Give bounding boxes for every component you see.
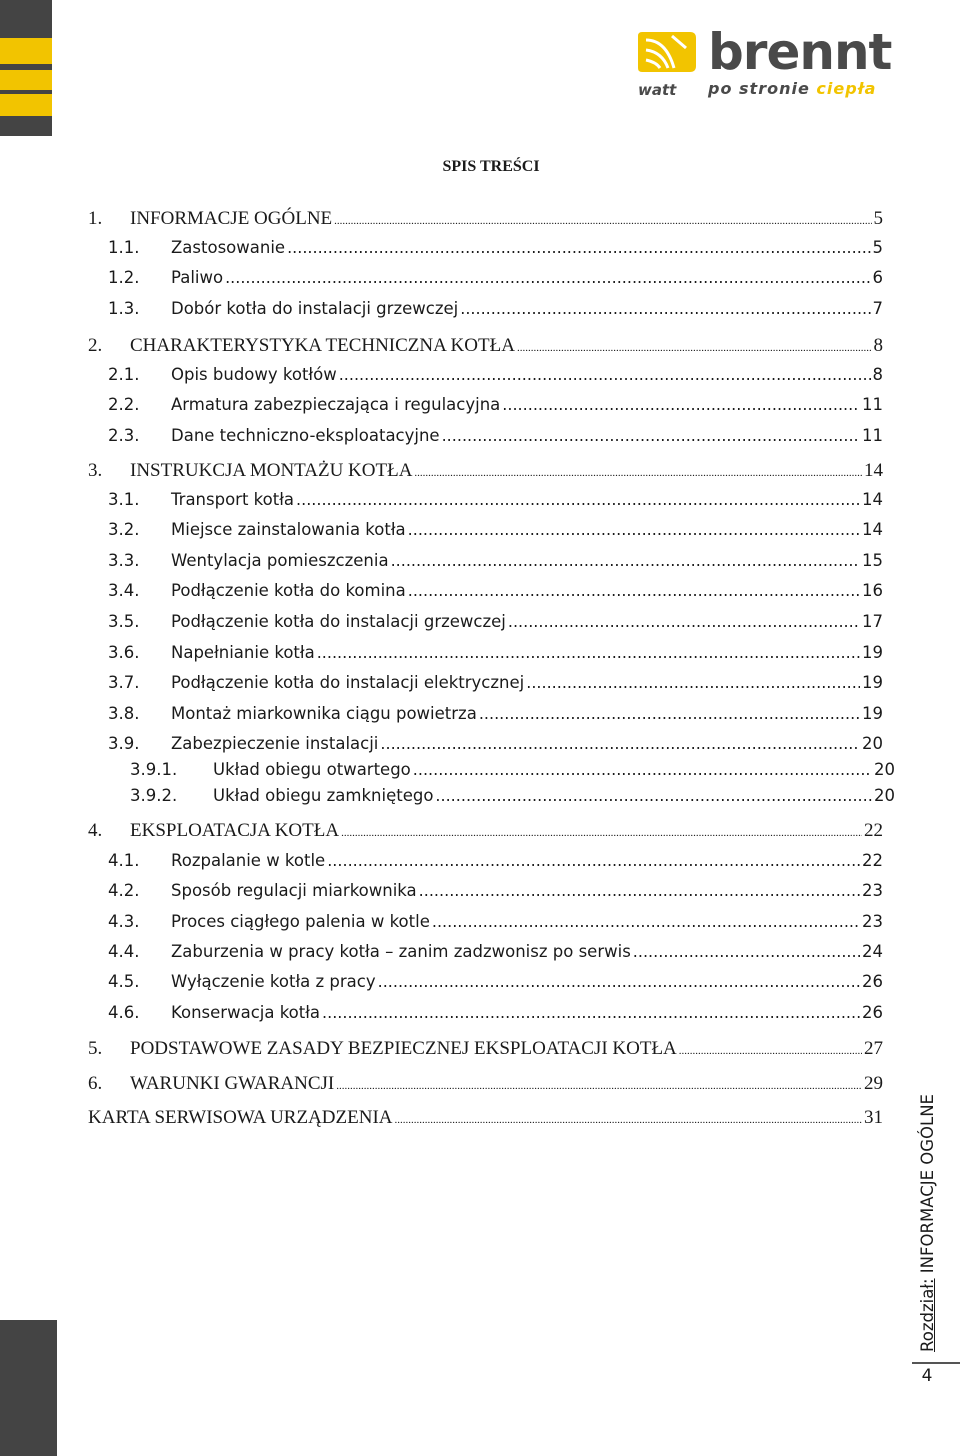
- brand-tagline: po stronie ciepła: [708, 79, 877, 98]
- toc-entry-label: Opis budowy kotłów: [171, 365, 337, 384]
- toc-dot-leader: [414, 467, 862, 479]
- toc-entry-page: 5: [872, 238, 883, 257]
- toc-dot-leader: [317, 643, 860, 662]
- toc-entry-page: 24: [862, 942, 883, 961]
- toc-entry-label: Miejsce zainstalowania kotła: [171, 520, 406, 539]
- toc-entry[interactable]: [88, 1038, 883, 1064]
- toc-entry-label: Zabezpieczenie instalacji: [171, 734, 379, 753]
- toc-entry-label: PODSTAWOWE ZASADY BEZPIECZNEJ EKSPLOATACJI KOTŁA: [130, 1038, 677, 1059]
- toc-entry-label: Układ obiegu zamkniętego: [213, 786, 434, 805]
- toc-entry-number: 4.6.: [108, 1003, 140, 1022]
- toc-entry[interactable]: [130, 760, 895, 786]
- toc-entry[interactable]: [108, 299, 883, 325]
- toc-entry-number: 3.1.: [108, 490, 140, 509]
- toc-entry-page: 19: [862, 704, 883, 723]
- toc-entry-page: 23: [862, 881, 883, 900]
- toc-entry-number: 3.2.: [108, 520, 140, 539]
- toc-entry-label: Transport kotła: [171, 490, 295, 509]
- toc-entry-number: 3.5.: [108, 612, 140, 631]
- toc-dot-leader: [633, 942, 860, 961]
- toc-dot-leader: [391, 551, 860, 570]
- toc-entry-number: 3.4.: [108, 581, 140, 600]
- toc-entry[interactable]: [88, 335, 883, 361]
- brand-sub: watt: [638, 81, 677, 99]
- toc-dot-leader: [419, 881, 860, 900]
- toc-entry[interactable]: [88, 460, 883, 486]
- toc-entry-number: 2.1.: [108, 365, 140, 384]
- toc-entry-page: 20: [862, 734, 883, 753]
- toc-entry-page: 8: [873, 335, 883, 356]
- toc-entry-page: 14: [862, 490, 883, 509]
- toc-entry[interactable]: [108, 490, 883, 516]
- toc-entry[interactable]: [88, 1107, 883, 1133]
- toc-entry-label: INFORMACJE OGÓLNE: [130, 208, 333, 229]
- toc-entry-page: 19: [862, 673, 883, 692]
- toc-entry[interactable]: [108, 972, 883, 998]
- toc-dot-leader: [413, 760, 872, 779]
- toc-entry[interactable]: [108, 395, 883, 421]
- toc-entry-page: 5: [873, 208, 883, 229]
- toc-entry-page: 17: [862, 612, 883, 631]
- toc-dot-leader: [287, 238, 870, 257]
- toc-entry-number: 3.8.: [108, 704, 140, 723]
- toc-entry-page: 29: [864, 1073, 883, 1094]
- toc-entry-number: 1.2.: [108, 268, 140, 287]
- toc-entry-label: KARTA SERWISOWA URZĄDZENIA: [88, 1107, 393, 1128]
- toc-entry-number: 4.: [88, 820, 103, 841]
- toc-entry-number: 3.: [88, 460, 103, 481]
- toc-entry-label: Montaż miarkownika ciągu powietrza: [171, 704, 477, 723]
- toc-entry[interactable]: [88, 208, 883, 234]
- toc-entry-number: 4.3.: [108, 912, 140, 931]
- toc-entry-page: 22: [864, 820, 883, 841]
- toc-dot-leader: [517, 342, 872, 354]
- toc-entry-label: EKSPLOATACJA KOTŁA: [130, 820, 340, 841]
- toc-entry-number: 3.9.: [108, 734, 140, 753]
- sidebar-divider: [912, 1362, 960, 1364]
- toc-dot-leader: [408, 520, 860, 539]
- toc-entry-label: CHARAKTERYSTYKA TECHNICZNA KOTŁA: [130, 335, 515, 356]
- toc-entry[interactable]: [108, 238, 883, 264]
- toc-entry-label: Dane techniczno-eksploatacyjne: [171, 426, 440, 445]
- toc-entry-number: 1.: [88, 208, 103, 229]
- toc-entry[interactable]: [108, 426, 883, 452]
- toc-entry-label: Rozpalanie w kotle: [171, 851, 326, 870]
- toc-dot-leader: [502, 395, 860, 414]
- toc-dot-leader: [442, 426, 860, 445]
- toc-dot-leader: [322, 1003, 860, 1022]
- toc-entry[interactable]: [108, 520, 883, 546]
- toc-entry-number: 4.4.: [108, 942, 140, 961]
- toc-entry[interactable]: [108, 551, 883, 577]
- toc-entry[interactable]: [108, 912, 883, 938]
- toc-entry-page: 16: [862, 581, 883, 600]
- toc-entry[interactable]: [108, 734, 883, 760]
- toc-entry-label: Konserwacja kotła: [171, 1003, 321, 1022]
- toc-entry-label: Proces ciągłego palenia w kotle: [171, 912, 430, 931]
- toc-entry-number: 3.9.2.: [130, 786, 178, 805]
- toc-entry-number: 3.7.: [108, 673, 140, 692]
- brand-name: brennt: [708, 23, 892, 81]
- toc-entry[interactable]: [108, 881, 883, 907]
- toc-dot-leader: [432, 912, 860, 931]
- toc-entry[interactable]: [108, 851, 883, 877]
- toc-entry-label: Zastosowanie: [171, 238, 286, 257]
- toc-dot-leader: [341, 827, 862, 839]
- toc-entry[interactable]: [88, 1073, 883, 1099]
- toc-title: SPIS TREŚCI: [442, 158, 540, 175]
- toc-entry[interactable]: [108, 942, 883, 968]
- toc-entry[interactable]: [108, 643, 883, 669]
- toc-dot-leader: [526, 673, 860, 692]
- toc-entry-page: 26: [862, 972, 883, 991]
- toc-entry-page: 26: [862, 1003, 883, 1022]
- toc-entry-page: 15: [862, 551, 883, 570]
- toc-entry-label: Wentylacja pomieszczenia: [171, 551, 389, 570]
- toc-entry-label: Układ obiegu otwartego: [213, 760, 411, 779]
- toc-entry-number: 6.: [88, 1073, 103, 1094]
- toc-dot-leader: [339, 365, 871, 384]
- toc-dot-leader: [296, 490, 860, 509]
- toc-dot-leader: [679, 1045, 862, 1057]
- toc-entry[interactable]: [108, 268, 883, 294]
- toc-entry-label: Dobór kotła do instalacji grzewczej: [171, 299, 459, 318]
- toc-entry-label: INSTRUKCJA MONTAŻU KOTŁA: [130, 460, 413, 481]
- toc-entry-page: 11: [862, 426, 883, 445]
- toc-dot-leader: [334, 215, 871, 227]
- toc-dot-leader: [378, 972, 860, 991]
- toc-entry-page: 20: [874, 760, 895, 779]
- toc-entry-label: Zaburzenia w pracy kotła – zanim zadzwonisz po serwis: [171, 942, 631, 961]
- toc-entry-number: 3.3.: [108, 551, 140, 570]
- toc-entry-number: 4.2.: [108, 881, 140, 900]
- toc-entry-page: 7: [872, 299, 883, 318]
- toc-entry-label: Armatura zabezpieczająca i regulacyjna: [171, 395, 501, 414]
- toc-entry-number: 4.5.: [108, 972, 140, 991]
- toc-entry-page: 8: [872, 365, 883, 384]
- toc-entry[interactable]: [108, 612, 883, 638]
- toc-entry-page: 11: [862, 395, 883, 414]
- toc-entry-number: 3.6.: [108, 643, 140, 662]
- toc-entry-label: Paliwo: [171, 268, 224, 287]
- toc-entry-label: Wyłączenie kotła z pracy: [171, 972, 376, 991]
- toc-entry-label: Napełnianie kotła: [171, 643, 315, 662]
- toc-entry-number: 2.2.: [108, 395, 140, 414]
- toc-entry-label: Podłączenie kotła do instalacji grzewczej: [171, 612, 506, 631]
- toc-entry-number: 5.: [88, 1038, 103, 1059]
- toc-entry-page: 23: [862, 912, 883, 931]
- toc-dot-leader: [395, 1114, 862, 1126]
- toc-dot-leader: [435, 786, 872, 805]
- toc-dot-leader: [225, 268, 870, 287]
- toc-dot-leader: [479, 704, 860, 723]
- toc-entry-label: WARUNKI GWARANCJI: [130, 1073, 335, 1094]
- toc-entry-label: Podłączenie kotła do komina: [171, 581, 406, 600]
- toc-dot-leader: [508, 612, 860, 631]
- toc-entry-number: 1.1.: [108, 238, 140, 257]
- toc-entry[interactable]: [108, 365, 883, 391]
- toc-dot-leader: [408, 581, 860, 600]
- toc-entry[interactable]: [88, 820, 883, 846]
- toc-entry-number: 4.1.: [108, 851, 140, 870]
- toc-entry-page: 14: [864, 460, 883, 481]
- toc-entry-page: 27: [864, 1038, 883, 1059]
- toc-entry-number: 2.3.: [108, 426, 140, 445]
- chapter-label: Rozdział: INFORMACJE OGÓLNE: [918, 1094, 937, 1352]
- toc-entry[interactable]: [108, 673, 883, 699]
- toc-entry[interactable]: [130, 786, 895, 812]
- toc-dot-leader: [380, 734, 860, 753]
- toc-entry-label: Sposób regulacji miarkownika: [171, 881, 417, 900]
- toc-dot-leader: [460, 299, 870, 318]
- page-number: 4: [921, 1366, 933, 1386]
- toc-entry-number: 1.3.: [108, 299, 140, 318]
- toc-entry-page: 19: [862, 643, 883, 662]
- toc-entry-number: 3.9.1.: [130, 760, 178, 779]
- toc-entry[interactable]: [108, 704, 883, 730]
- toc-entry[interactable]: [108, 581, 883, 607]
- toc-entry-page: 14: [862, 520, 883, 539]
- toc-entry-page: 31: [864, 1107, 883, 1128]
- toc-entry-label: Podłączenie kotła do instalacji elektrycznej: [171, 673, 525, 692]
- toc-entry-page: 22: [862, 851, 883, 870]
- toc-dot-leader: [336, 1080, 862, 1092]
- toc-entry-page: 20: [874, 786, 895, 805]
- toc-entry[interactable]: [108, 1003, 883, 1029]
- toc-dot-leader: [327, 851, 860, 870]
- toc-entry-page: 6: [872, 268, 883, 287]
- toc-entry-number: 2.: [88, 335, 103, 356]
